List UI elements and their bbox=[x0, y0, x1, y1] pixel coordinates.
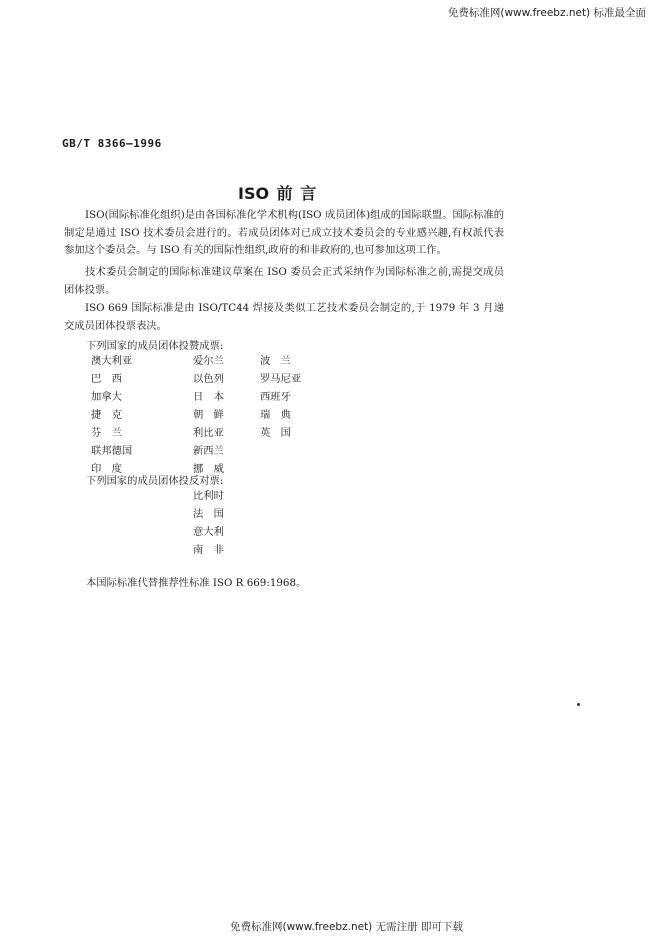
standard-code: GB/T 8366—1996 bbox=[62, 137, 162, 150]
country-item: 西班牙 bbox=[260, 391, 291, 403]
site-footer-note: 免费标准网(www.freebz.net) 无需注册 即可下载 bbox=[230, 921, 463, 933]
page-title: ISO 前 言 bbox=[238, 184, 317, 203]
country-item: 芬 兰 bbox=[91, 427, 122, 439]
country-item: 日 本 bbox=[193, 391, 224, 403]
site-header-note: 免费标准网(www.freebz.net) 标准最全面 bbox=[447, 7, 646, 19]
country-item: 联邦德国 bbox=[91, 445, 133, 457]
country-item: 加拿大 bbox=[91, 391, 122, 403]
paragraph-iso669 bbox=[64, 300, 504, 335]
paragraph-draft-vote bbox=[64, 264, 504, 299]
country-item: 挪 威 bbox=[193, 463, 224, 475]
reject-heading: 下列国家的成员团体投反对票: bbox=[86, 475, 224, 487]
country-item: 波 兰 bbox=[260, 355, 291, 367]
replacement-note: 本国际标准代替推荐性标准 ISO R 669:1968。 bbox=[86, 577, 307, 589]
country-item: 巴 西 bbox=[91, 373, 122, 385]
stray-mark bbox=[577, 703, 580, 706]
country-item: 以色列 bbox=[193, 373, 224, 385]
paragraph-text: ISO(国际标准化组织)是由各国标准化学术机构(ISO 成员团体)组成的国际联盟。国际标准的制定是通过 ISO 技术委员会进行的。若成员团体对已成立技术委员会的专业感兴趣,有权派代表参加这个委员会。与 ISO 有关的国际性组织,政府的和非政府的,也可参加这项工作。 bbox=[64, 209, 504, 256]
paragraph-iso-intro bbox=[64, 207, 504, 260]
country-item: 利比亚 bbox=[193, 427, 224, 439]
approve-heading: 下列国家的成员团体投赞成票: bbox=[86, 340, 224, 352]
paragraph-text: ISO 669 国际标准是由 ISO/TC44 焊接及类似工艺技术委员会制定的,于 1979 年 3 月递交成员团体投票表决。 bbox=[64, 302, 504, 332]
country-item: 英 国 bbox=[260, 427, 291, 439]
country-item: 意大利 bbox=[193, 526, 224, 538]
country-item: 爱尔兰 bbox=[193, 355, 224, 367]
country-item: 南 非 bbox=[193, 544, 224, 556]
country-item: 捷 克 bbox=[91, 409, 122, 421]
country-item: 朝 鲜 bbox=[193, 409, 224, 421]
country-item: 澳大利亚 bbox=[91, 355, 133, 367]
country-item: 罗马尼亚 bbox=[260, 373, 302, 385]
paragraph-text: 技术委员会制定的国际标准建议草案在 ISO 委员会正式采纳作为国际标准之前,需提交成员团体投票。 bbox=[64, 266, 504, 296]
country-item: 新西兰 bbox=[193, 445, 224, 457]
country-item: 法 国 bbox=[193, 508, 224, 520]
country-item: 印 度 bbox=[91, 463, 122, 475]
country-item: 瑞 典 bbox=[260, 409, 291, 421]
country-item: 比利时 bbox=[193, 490, 224, 502]
